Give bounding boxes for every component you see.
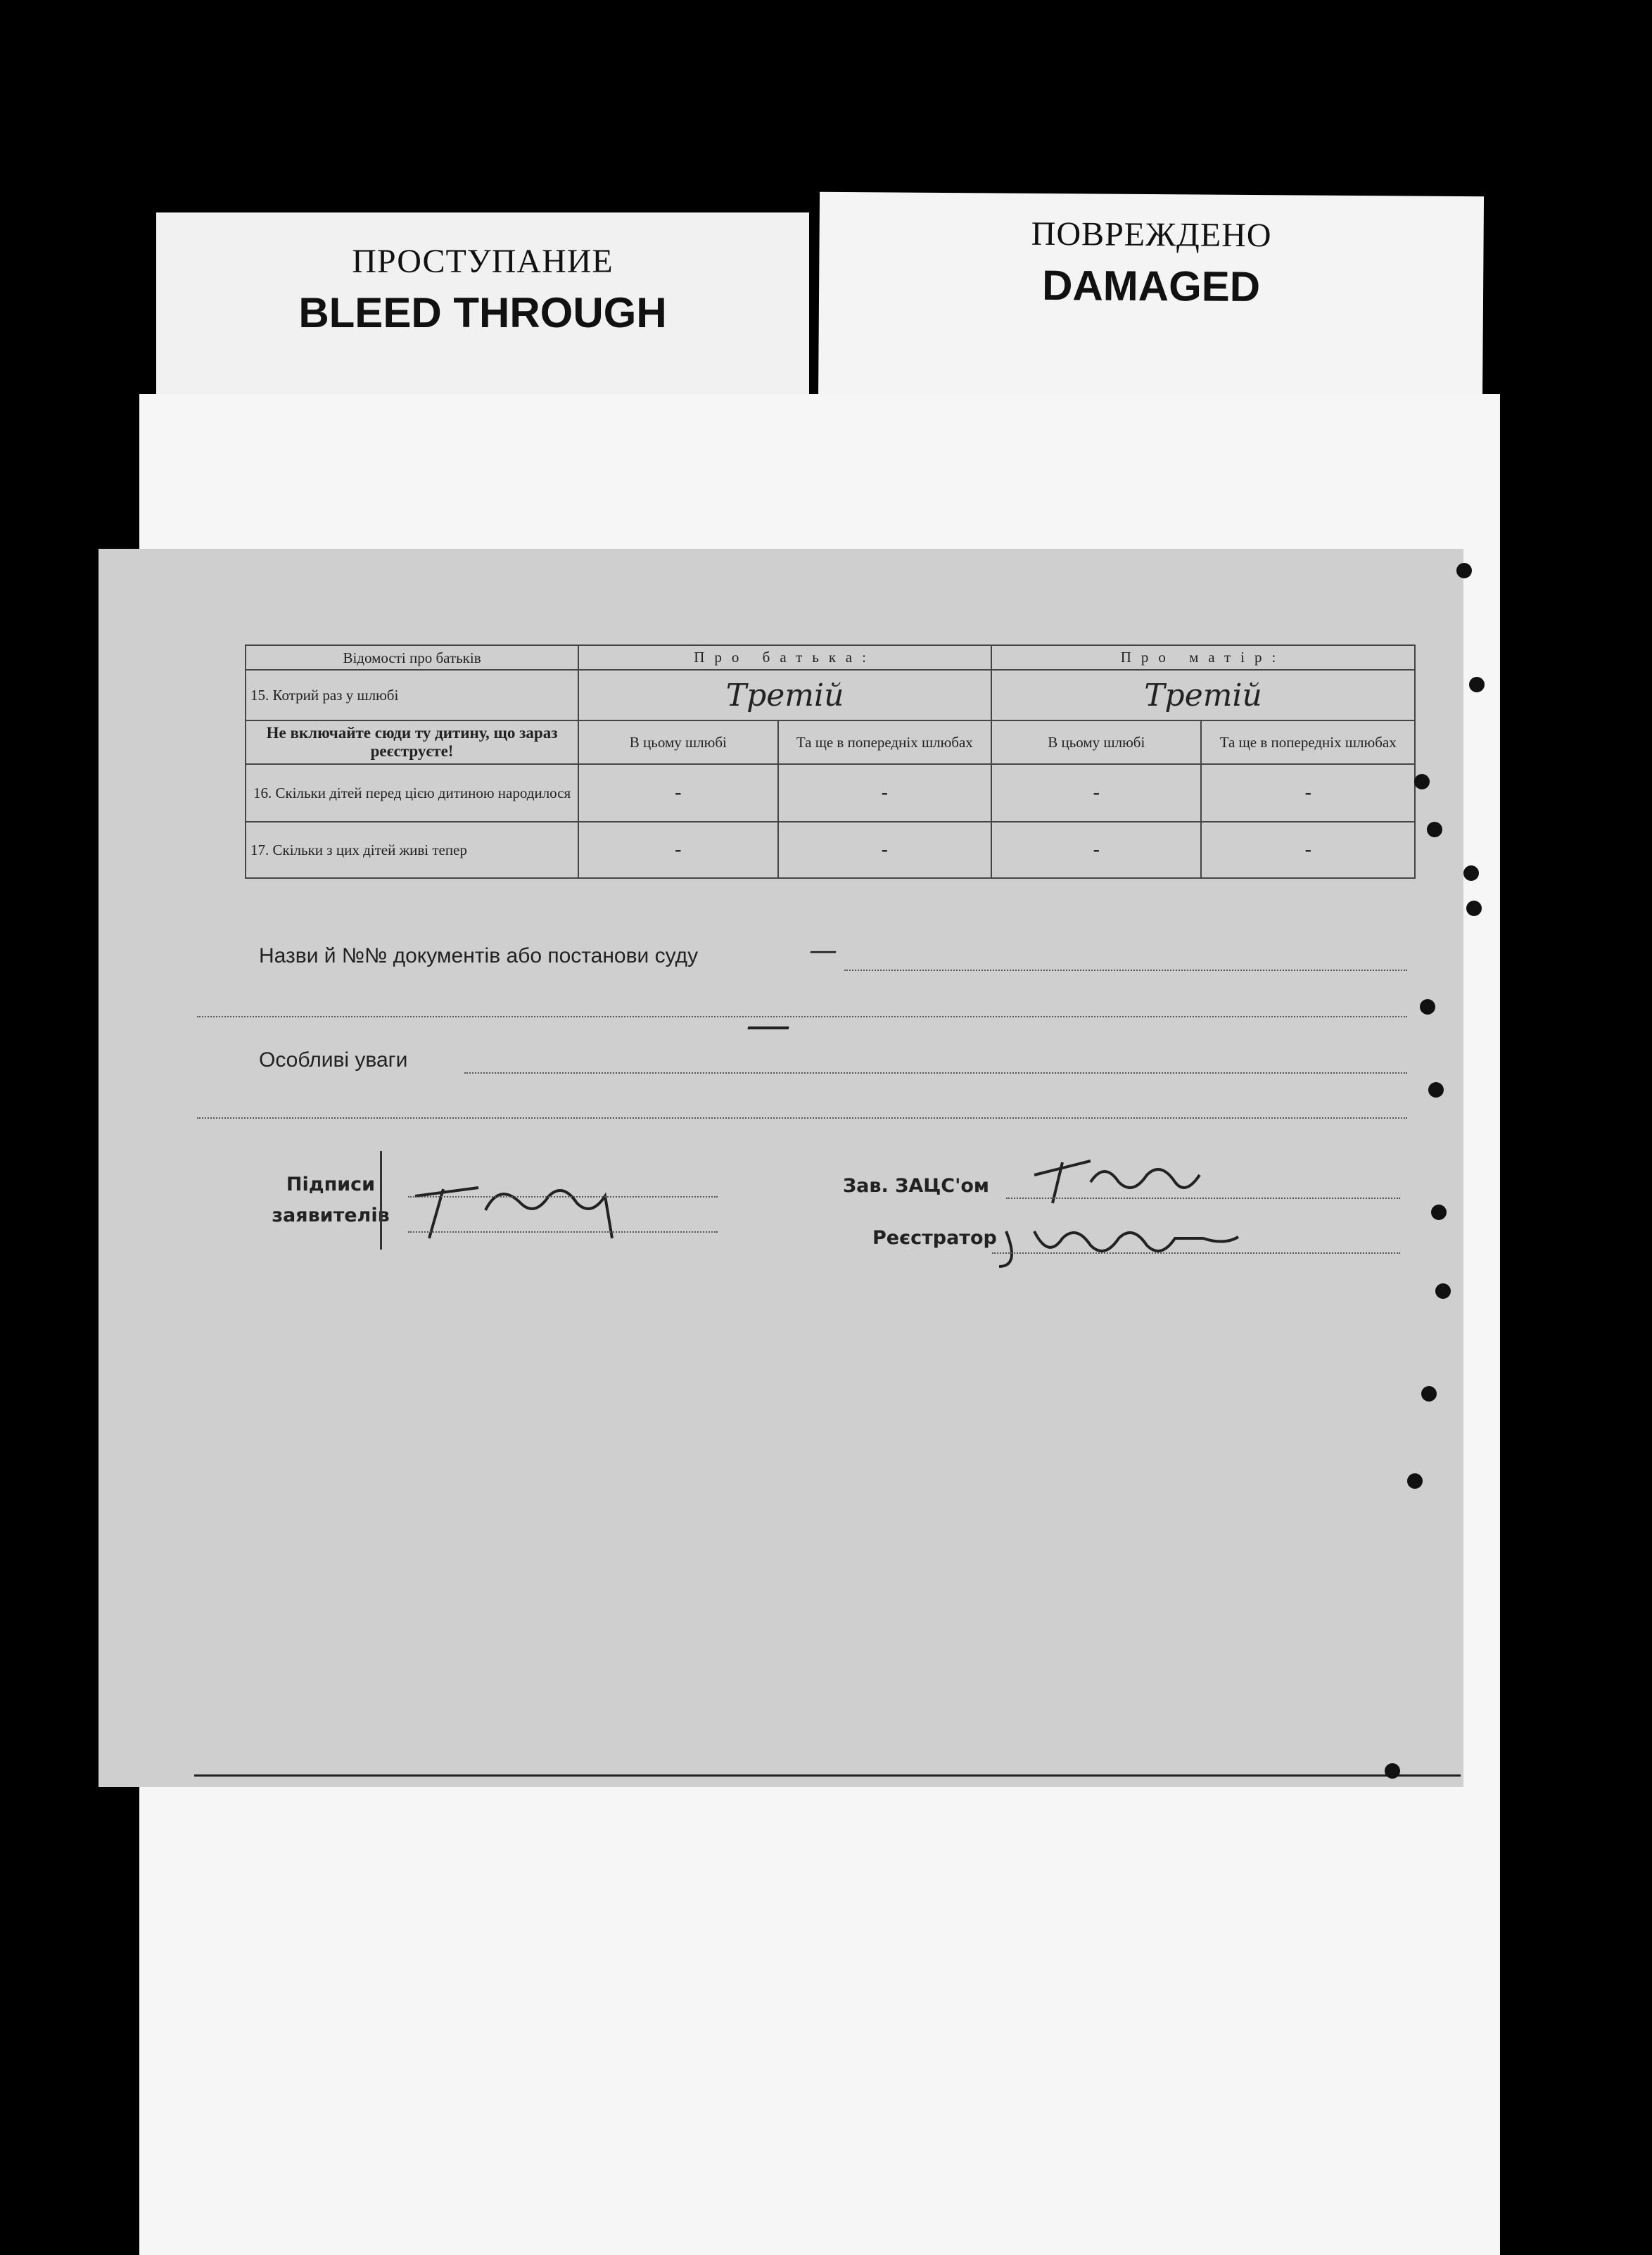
signatures-label-1: Підписи: [286, 1174, 376, 1195]
table-header-mother: Про матір:: [991, 645, 1415, 670]
row15-father-value: Третій: [578, 670, 991, 720]
registrar-sign-line: [992, 1252, 1400, 1254]
form-card: [99, 549, 1463, 1787]
documents-line-2: [197, 1016, 1407, 1017]
head-sign-line: [1006, 1198, 1400, 1199]
remarks-label: Особливі уваги: [259, 1048, 408, 1072]
row15-mother-value: Третій: [991, 670, 1415, 720]
applicant-sign-line-2: [408, 1231, 718, 1233]
damage-hole: [1463, 865, 1479, 881]
head-label: Зав. ЗАЦС'ом: [843, 1175, 989, 1197]
documents-value: —: [809, 934, 837, 967]
row16-label: 16. Скільки дітей перед цією дитиною народилося: [246, 764, 578, 822]
damaged-label-en: DAMAGED: [1041, 261, 1261, 311]
parents-table: [245, 644, 1416, 879]
damage-hole: [1414, 774, 1430, 789]
bleed-through-tag: [156, 212, 809, 404]
damaged-tag: [818, 192, 1484, 408]
table-header-info: Відомості про батьків: [246, 645, 578, 670]
form-bottom-rule: [194, 1774, 1461, 1777]
damage-hole: [1431, 1205, 1447, 1220]
damage-hole: [1466, 901, 1482, 916]
registrar-label: Реєстратор: [872, 1227, 997, 1249]
damage-hole: [1456, 563, 1472, 578]
row17-value-4: -: [1201, 822, 1415, 878]
documents-label: Назви й №№ документів або постанови суду: [259, 944, 699, 967]
damage-hole: [1420, 999, 1435, 1015]
signatures-label-2: заявителів: [272, 1205, 390, 1226]
registrar-signature: [992, 1203, 1245, 1281]
damage-hole: [1421, 1386, 1437, 1402]
damage-hole: [1407, 1473, 1423, 1489]
damage-hole: [1435, 1283, 1451, 1299]
row15-label: 15. Котрий раз у шлюбі: [246, 670, 578, 720]
documents-line: [844, 970, 1407, 971]
table-note: Не включайте сюди ту дитину, що зараз реєструєте!: [246, 720, 578, 764]
remarks-line-2: [197, 1117, 1407, 1119]
damage-hole: [1385, 1763, 1400, 1779]
damaged-label-ru: ПОВРЕЖДЕНО: [1031, 215, 1272, 255]
damage-hole: [1427, 822, 1442, 837]
row17-value-1: -: [578, 822, 777, 878]
bleed-through-label-en: BLEED THROUGH: [298, 289, 667, 336]
subheader-father-this: В цьому шлюбі: [578, 720, 777, 764]
damage-hole: [1428, 1082, 1444, 1098]
applicant-sign-line-1: [408, 1196, 718, 1198]
row16-value-1: -: [578, 764, 777, 822]
subheader-father-prev: Та ще в попередніх шлюбах: [778, 720, 992, 764]
row16-value-3: -: [991, 764, 1201, 822]
row17-label: 17. Скільки з цих дітей живі тепер: [246, 822, 578, 878]
bleed-through-label-ru: ПРОСТУПАНИЕ: [352, 243, 614, 280]
row17-value-3: -: [991, 822, 1201, 878]
row16-value-2: -: [778, 764, 992, 822]
subheader-mother-this: В цьому шлюбі: [991, 720, 1201, 764]
damage-hole: [1469, 677, 1485, 692]
row16-value-4: -: [1201, 764, 1415, 822]
table-header-father: Про батька:: [578, 645, 991, 670]
subheader-mother-prev: Та ще в попередніх шлюбах: [1201, 720, 1415, 764]
remarks-line: [464, 1072, 1407, 1074]
signatures-brace: [380, 1151, 392, 1250]
row17-value-2: -: [778, 822, 992, 878]
remarks-value: —: [746, 999, 791, 1051]
